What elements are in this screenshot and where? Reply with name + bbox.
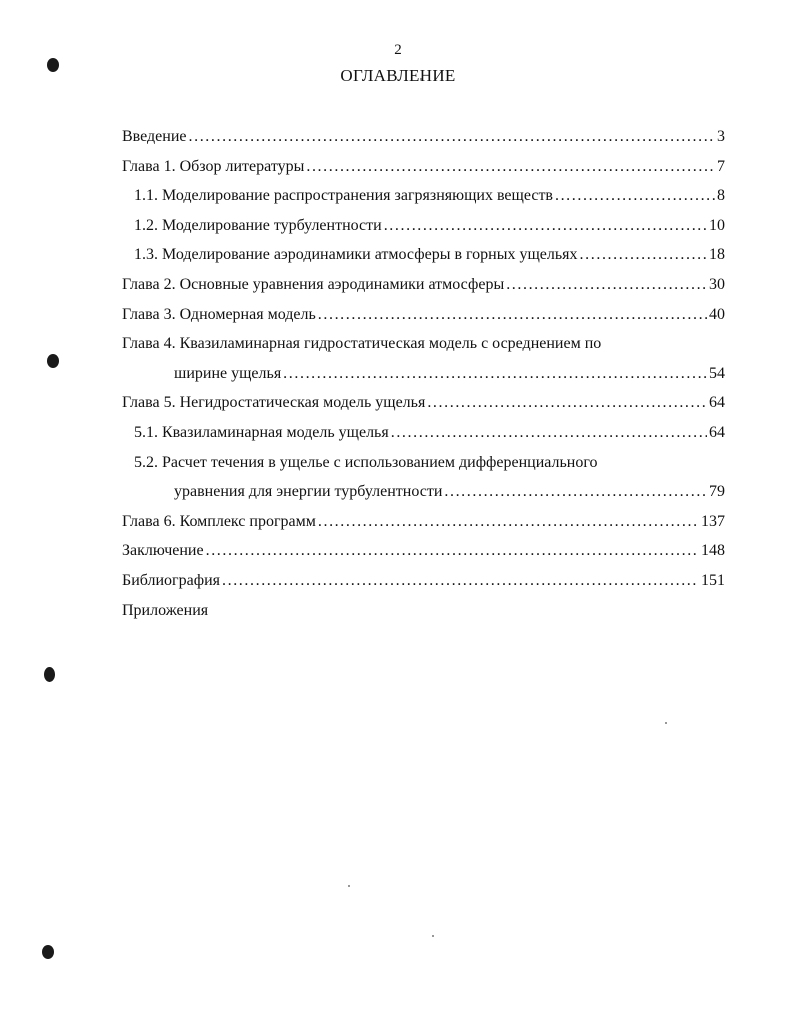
toc-leader-dots: [427, 388, 707, 418]
toc-entry: [122, 448, 725, 478]
toc-entry: [122, 536, 725, 566]
toc-entry: [122, 240, 725, 270]
toc-entry-title: Глава 3. Одномерная модель: [122, 305, 316, 323]
toc-entry-page: 64: [709, 423, 725, 441]
toc-entry-title: Глава 6. Комплекс программ: [122, 512, 316, 530]
toc-entry-page: 7: [717, 157, 725, 175]
toc-leader-dots: [384, 211, 707, 241]
scan-speck: [348, 885, 350, 887]
punch-hole-mark: [47, 354, 59, 368]
page-title: ОГЛАВЛЕНИЕ: [340, 66, 456, 85]
toc-leader-dots: [506, 270, 707, 300]
punch-hole-mark: [44, 667, 55, 682]
toc-entry-title: Глава 2. Основные уравнения аэродинамики атмосферы: [122, 275, 505, 293]
toc-entry: [122, 596, 725, 626]
toc-entry-title: 1.2. Моделирование турбулентности: [134, 216, 382, 234]
scan-speck: [665, 722, 667, 724]
toc-entry-title: Заключение: [122, 542, 204, 560]
toc-leader-dots: [318, 300, 707, 330]
toc-entry-page: 79: [709, 483, 725, 501]
toc-leader-dots: [444, 477, 707, 507]
toc-leader-dots: [555, 181, 715, 211]
scan-speck: [432, 935, 434, 937]
toc-entry-title: Глава 1. Обзор литературы: [122, 157, 305, 175]
toc-entry: [122, 507, 725, 537]
toc-entry-title: Введение: [122, 128, 187, 145]
toc-entry: [122, 152, 725, 182]
toc-entry: [122, 300, 725, 330]
toc-entry-page: 40: [709, 305, 725, 323]
toc-entry-page: 137: [701, 512, 725, 530]
toc-entry-page: 30: [709, 275, 725, 293]
toc-leader-dots: [206, 536, 699, 566]
toc-entry-title: 5.1. Квазиламинарная модель ущелья: [134, 423, 389, 441]
toc-entry-title: 5.2. Расчет течения в ущелье с использованием дифференциального: [134, 453, 598, 471]
toc-entry-title: Библиография: [122, 571, 220, 589]
page-number: 2: [394, 42, 402, 58]
toc-leader-dots: [222, 566, 699, 596]
toc-entry-page: 64: [709, 394, 725, 412]
toc-entry-page: 54: [709, 364, 725, 382]
toc-entry-page: 151: [701, 571, 725, 589]
toc-entry-page: 8: [717, 187, 725, 205]
toc-leader-dots: [391, 418, 707, 448]
toc-entry: [122, 388, 725, 418]
toc-entry: [122, 181, 725, 211]
toc-entry: [122, 477, 725, 507]
toc-entry: [122, 359, 725, 389]
toc-entry: [122, 211, 725, 241]
table-of-contents: [122, 122, 725, 625]
toc-entry-title: ширине ущелья: [174, 364, 282, 382]
toc-entry-page: 18: [709, 246, 725, 264]
toc-entry: [122, 122, 725, 152]
toc-entry-page: 3: [717, 128, 725, 145]
toc-entry-title: 1.1. Моделирование распространения загрязняющих веществ: [134, 187, 553, 205]
toc-entry: [122, 329, 725, 359]
toc-entry-title: уравнения для энергии турбулентности: [174, 483, 443, 501]
toc-leader-dots: [283, 359, 707, 389]
toc-leader-dots: [189, 122, 716, 152]
toc-leader-dots: [318, 507, 699, 537]
toc-entry-title: Приложения: [122, 601, 209, 619]
toc-entry: [122, 566, 725, 596]
toc-entry-title: 1.3. Моделирование аэродинамики атмосферы в горных ущельях: [134, 246, 578, 264]
toc-entry-page: 10: [709, 216, 725, 234]
toc-entry-title: Глава 4. Квазиламинарная гидростатическая модель с осреднением по: [122, 335, 602, 353]
toc-entry-title: Глава 5. Негидростатическая модель ущелья: [122, 394, 426, 412]
toc-entry: [122, 270, 725, 300]
toc-entry-page: 148: [701, 542, 725, 560]
toc-leader-dots: [580, 240, 707, 270]
toc-entry: [122, 418, 725, 448]
punch-hole-mark: [42, 945, 54, 959]
toc-leader-dots: [306, 152, 715, 182]
